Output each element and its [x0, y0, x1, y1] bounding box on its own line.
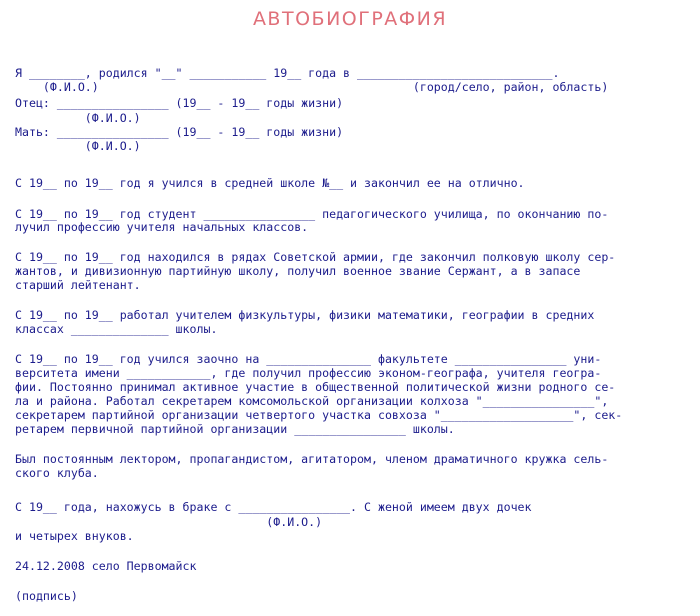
- paragraph-army-line-1: С 19__ по 19__ год находился в рядах Советской армии, где закончил полковую школу сер-: [15, 250, 616, 264]
- line-father: Отец: ________________ (19__ - 19__ годы жизни): [15, 96, 344, 110]
- line-father-caption: (Ф.И.О.): [15, 111, 141, 125]
- paragraph-marriage-line-2: и четырех внуков.: [15, 529, 134, 543]
- paragraph-army-line-2: жантов, и дивизионную партийную школу, получил военное звание Сержант, а в запасе: [15, 264, 581, 278]
- line-mother: Мать: ________________ (19__ - 19__ годы жизни): [15, 125, 344, 139]
- paragraph-lecturer-line-2: ского клуба.: [15, 466, 99, 480]
- line-mother-caption: (Ф.И.О.): [15, 139, 141, 153]
- paragraph-university-line-3: фии. Постоянно принимал активное участие в общественной политической жизни родного се-: [15, 380, 616, 394]
- line-intro: Я ________, родился "__" ___________ 19__ года в ____________________________.: [15, 66, 560, 80]
- paragraph-university-line-2: верситета имени ____________, где получил профессию эконом-географа, учителя геогра-: [15, 366, 602, 380]
- paragraph-marriage-line-1: С 19__ года, нахожусь в браке с ________________. С женой имеем двух дочек: [15, 500, 532, 514]
- paragraph-university-line-4: ла и района. Работал секретарем комсомольской организации колхоза "________________",: [15, 394, 609, 408]
- document-title: АВТОБИОГРАФИЯ: [252, 8, 448, 30]
- paragraph-university-line-1: С 19__ по 19__ год учился заочно на _______________ факультете ________________ уни-: [15, 352, 602, 366]
- line-intro-captions: (Ф.И.О.) (город/село, район, область): [15, 80, 609, 94]
- paragraph-teacher-line-1: С 19__ по 19__ работал учителем физкультуры, физики математики, географии в средних: [15, 308, 595, 322]
- paragraph-school: С 19__ по 19__ год я учился в средней школе №__ и закончил ее на отлично.: [15, 176, 525, 190]
- paragraph-university-line-5: секретарем партийной организации четвертого участка совхоза "___________________", сек-: [15, 408, 623, 422]
- date-place-line: 24.12.2008 село Первомайск: [15, 559, 197, 573]
- paragraph-lecturer-line-1: Был постоянным лектором, пропагандистом, агитатором, членом драматичного кружка сель-: [15, 452, 609, 466]
- paragraph-teacher-line-2: классах ______________ школы.: [15, 322, 218, 336]
- signature-caption: (подпись): [15, 589, 78, 603]
- paragraph-marriage-caption: (Ф.И.О.): [15, 515, 323, 529]
- paragraph-college-line-1: С 19__ по 19__ год студент ________________ педагогического училища, по окончанию по-: [15, 207, 609, 221]
- paragraph-college-line-2: лучил профессию учителя начальных классов.: [15, 220, 309, 234]
- paragraph-university-line-6: ретарем первичной партийной организации ________________ школы.: [15, 422, 455, 436]
- paragraph-army-line-3: старший лейтенант.: [15, 278, 141, 292]
